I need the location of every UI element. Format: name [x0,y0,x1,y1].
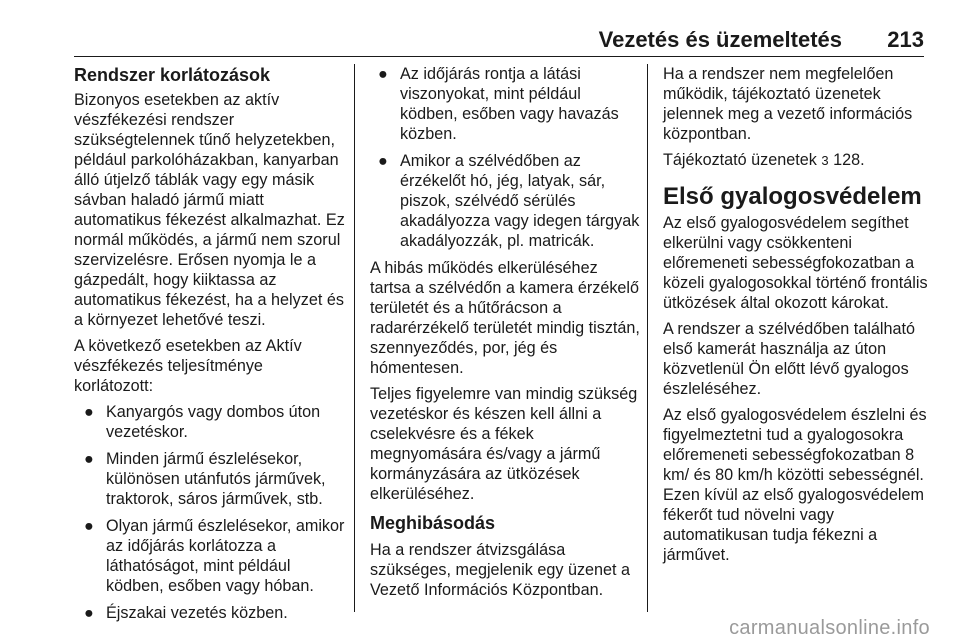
paragraph: A rendszer a szélvédőben található első kamerát használja az úton közvetlenül Ön előtt lévő gyalogos észleléséhez. [663,320,915,398]
bullet-icon: ● [84,517,94,535]
list-item: ● Kanyargós vagy dombos úton vezetéskor. [84,403,321,441]
bullet-icon: ● [84,604,94,622]
paragraph: Az első gyalogosvédelem segíthet elkerülni vagy csökkenteni előremeneti sebességfokozatban a közeli gyalogosokkal történő frontális ütközések által okozott károkat. [663,214,928,312]
column-1 [74,64,346,630]
section-heading-system-limits: Rendszer korlátozások [74,65,271,85]
paragraph: A következő esetekben az Aktív vészfékezés teljesítménye korlátozott: [74,337,302,395]
section-heading-pedestrian-protection: Első gyalogosvédelem [663,183,922,210]
cross-reference [663,150,935,171]
page-reference-icon: 3 [821,153,829,168]
paragraph: Bizonyos esetekben az aktív vészfékezési rendszer szükségtelennek tűnő helyzetekben, például parkolóházakban, kanyarban álló útjelző táblák vagy egy másik sávban haladó jármű miatt automatikus fékezést alkalmazhat. Ez normál működés, a jármű nem szorul szervizelésre. Erősen nyomja le a gázpedált, hogy kiiktassa az automatikus fékezést, ha a helyzet és a környezet lehetővé teszi. [74,91,345,329]
paragraph: Az első gyalogosvédelem észlelni és figyelmeztetni tud a gyalogosokra előremeneti sebességfokozatban 8 km/ és 80 km/h közötti sebességnél. Ezen kívül az első gyalogosvédelem fékerőt tud növelni vagy automatikusan tudja fékezni a járművet. [663,406,927,564]
reference-page: 128. [833,151,865,169]
column-2 [370,64,642,606]
list-item: ● Minden jármű észlelésekor, különösen utánfutós járművek, traktorok, sáros járművek, stb. [84,450,326,508]
list-item: ● Az időjárás rontja a látási viszonyokat, mint például ködben, esőben vagy havazás közben. [378,65,619,143]
paragraph: Ha a rendszer átvizsgálása szükséges, megjelenik egy üzenet a Vezető Információs Központban. [370,541,631,599]
section-heading-malfunction: Meghibásodás [370,513,496,533]
column-3 [663,64,935,571]
paragraph: A hibás működés elkerüléséhez tartsa a szélvédőn a kamera érzékelő területét és a hűtőrácson a radarérzékelő területét mindig tisztán, szennyeződés, por, jég és hómentesen. [370,259,640,377]
header-rule [74,56,924,57]
paragraph: Teljes figyelemre van mindig szükség vezetéskor és készen kell állni a cselekvésre és a fékek megnyomására és/vagy a jármű kormányzására az ütközések elkerüléséhez. [370,385,638,503]
bullet-list [370,64,642,251]
page-header [0,0,960,58]
reference-text: Tájékoztató üzenetek [663,151,817,169]
bullet-list [76,402,346,623]
bullet-icon: ● [84,450,94,468]
paragraph: Ha a rendszer nem megfelelően működik, tájékoztató üzenetek jelennek meg a vezető információs központban. [663,65,913,143]
page-number: 213 [887,27,924,52]
bullet-icon: ● [84,403,94,421]
watermark: carmanualsonline.info [729,617,930,639]
list-item: ● Olyan jármű észlelésekor, amikor az időjárás korlátozza a láthatóságot, mint például ködben, esőben vagy hóban. [84,517,345,595]
list-item: ● Amikor a szélvédőben az érzékelőt hó, jég, latyak, sár, piszok, szélvédő sérülés akadályozza vagy idegen tárgyak akadályozzák, pl. matricák. [378,152,640,250]
column-divider-1 [354,64,355,612]
list-item: ● Éjszakai vezetés közben. [84,604,288,622]
bullet-icon: ● [378,152,388,170]
header-title: Vezetés és üzemeltetés [598,27,842,52]
column-divider-2 [647,64,648,612]
bullet-icon: ● [378,65,388,83]
